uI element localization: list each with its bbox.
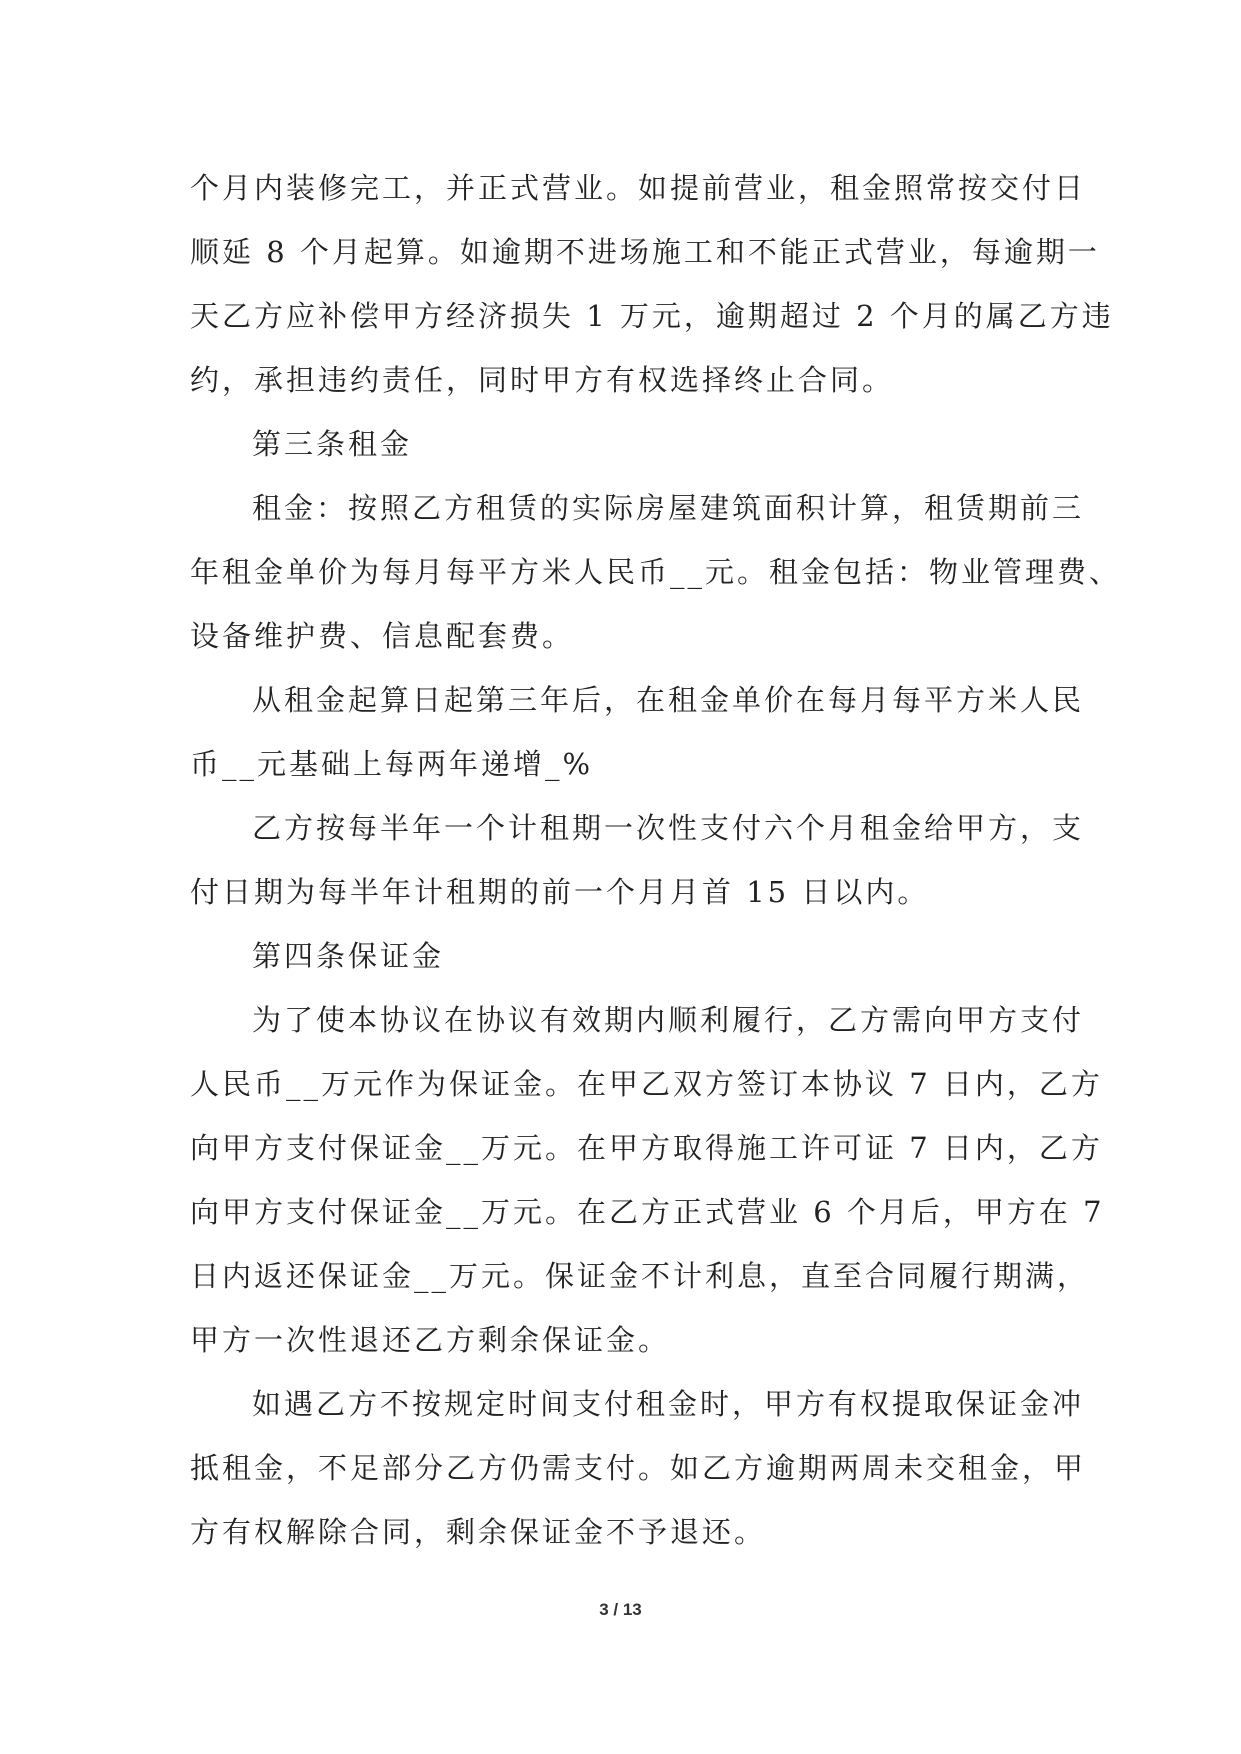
text-line: 日内返还保证金__万元。保证金不计利息，直至合同履行期满， xyxy=(190,1259,1090,1293)
contract-body xyxy=(190,156,1122,1564)
text-line: 顺延 8 个月起算。如逾期不进场施工和不能正式营业，每逾期一 xyxy=(190,235,1100,269)
text-line: 抵租金，不足部分乙方仍需支付。如乙方逾期两周未交租金，甲 xyxy=(190,1451,1087,1485)
text-line: 如遇乙方不按规定时间支付租金时，甲方有权提取保证金冲 xyxy=(252,1387,1085,1421)
text-line: 甲方一次性退还乙方剩余保证金。 xyxy=(190,1323,671,1357)
text-line: 人民币__万元作为保证金。在甲乙双方签订本协议 7 日内，乙方 xyxy=(190,1067,1103,1101)
text-line: 为了使本协议在协议有效期内顺利履行，乙方需向甲方支付 xyxy=(252,1003,1085,1037)
section-heading-deposit: 第四条保证金 xyxy=(252,939,445,973)
page-number: 3 / 13 xyxy=(599,1600,642,1619)
section-heading-rent: 第三条租金 xyxy=(252,427,413,461)
text-line: 约，承担违约责任，同时甲方有权选择终止合同。 xyxy=(190,363,895,397)
text-line: 币__元基础上每两年递增_% xyxy=(190,747,594,781)
text-line: 乙方按每半年一个计租期一次性支付六个月租金给甲方，支 xyxy=(252,811,1085,845)
text-line: 付日期为每半年计租期的前一个月月首 15 日以内。 xyxy=(190,875,930,909)
text-line: 向甲方支付保证金__万元。在乙方正式营业 6 个月后，甲方在 7 xyxy=(190,1195,1105,1229)
text-line: 方有权解除合同，剩余保证金不予退还。 xyxy=(190,1515,767,1549)
text-line: 设备维护费、信息配套费。 xyxy=(190,619,575,653)
text-line: 个月内装修完工，并正式营业。如提前营业，租金照常按交付日 xyxy=(190,171,1087,205)
text-line: 向甲方支付保证金__万元。在甲方取得施工许可证 7 日内，乙方 xyxy=(190,1131,1103,1165)
text-line: 从租金起算日起第三年后，在租金单价在每月每平方米人民 xyxy=(252,683,1085,717)
text-line: 租金：按照乙方租赁的实际房屋建筑面积计算，租赁期前三 xyxy=(252,491,1085,525)
text-line: 天乙方应补偿甲方经济损失 1 万元，逾期超过 2 个月的属乙方违 xyxy=(190,299,1114,333)
text-line: 年租金单价为每月每平方米人民币__元。租金包括：物业管理费、 xyxy=(190,555,1122,589)
